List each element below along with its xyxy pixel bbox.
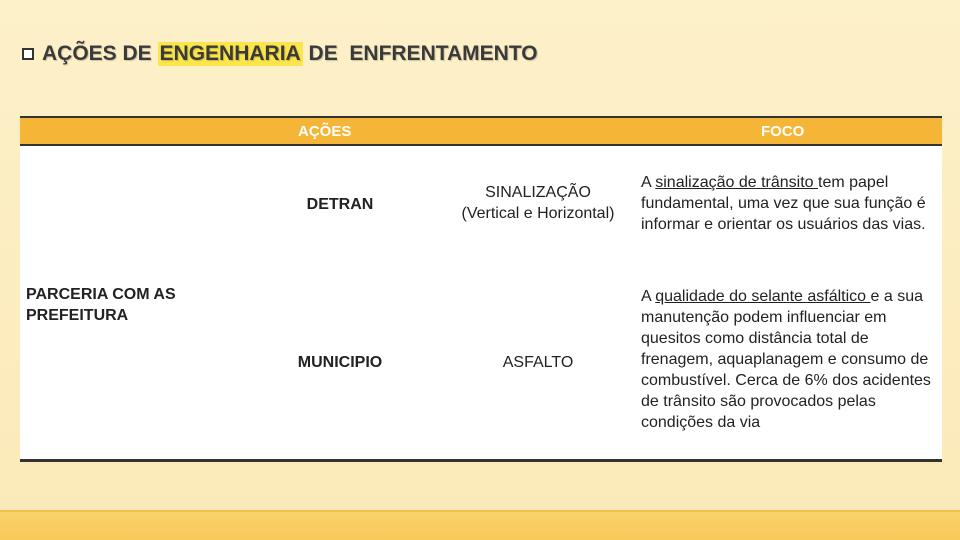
focus-underlined: sinalização de trânsito (655, 174, 818, 191)
row-focus-asfalto (641, 286, 942, 433)
title-prefix: AÇÕES DE (42, 42, 158, 65)
bottom-band (0, 510, 960, 540)
group-label: PARCERIA COM AS PREFEITURA (26, 286, 176, 324)
row-agent-detran: DETRAN (306, 196, 374, 213)
focus-post: e a sua manutenção podem influenciar em quesitos como distância total de frenagem, aquaplanagem e consumo de combustível. Cerca de 6% dos acidentes de trânsito são provocados pelas condições da via (641, 288, 931, 431)
header-foco: FOCO (761, 123, 805, 140)
table-body (20, 146, 942, 462)
header-acoes: AÇÕES (298, 123, 352, 140)
action-line: SINALIZAÇÃO (485, 184, 591, 201)
checkbox-bullet-icon (22, 48, 34, 60)
title-highlight: ENGENHARIA (159, 42, 301, 65)
actions-table (20, 116, 942, 462)
focus-underlined: qualidade do selante asfáltico (655, 288, 871, 305)
row-agent-municipio: MUNICIPIO (297, 354, 383, 371)
focus-pre: A (641, 174, 656, 191)
focus-post: tem papel fundamental, uma vez que sua função é informar e orientar os usuários das vias. (641, 174, 926, 233)
row-focus-sinalizacao (641, 172, 942, 235)
focus-pre: A (641, 288, 656, 305)
row-action-asfalto: ASFALTO (502, 354, 574, 371)
action-line-sub: (Vertical e Horizontal) (461, 205, 615, 222)
row-action-sinalizacao (432, 182, 644, 224)
page-title (22, 40, 538, 68)
table-header (20, 116, 942, 146)
title-suffix: DE ENFRENTAMENTO (302, 42, 538, 65)
